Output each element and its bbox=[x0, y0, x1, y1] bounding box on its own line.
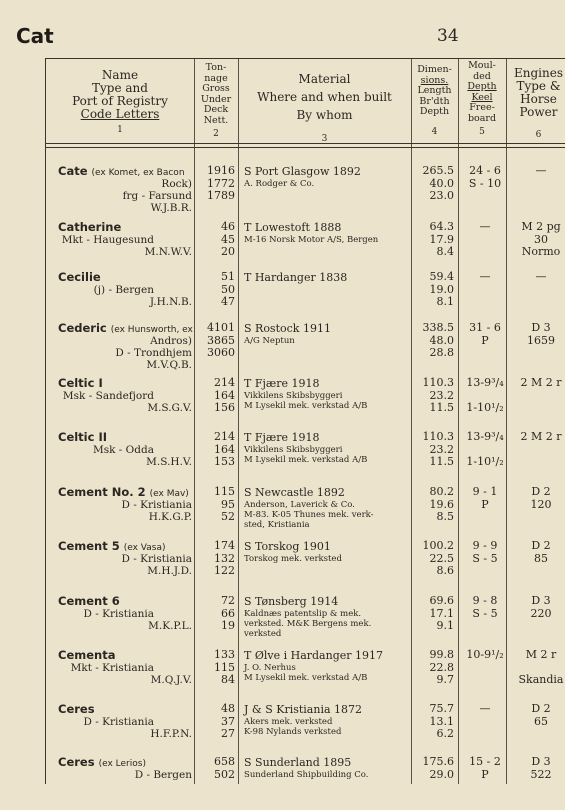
built-where-when: S Port Glasgow 1892 bbox=[244, 165, 361, 178]
tonnage-value: 3865 bbox=[207, 333, 235, 347]
ship-name bbox=[58, 377, 206, 390]
dimension-value: 175.6 bbox=[422, 755, 454, 768]
dimension-value: 23.0 bbox=[429, 189, 454, 202]
engine-value: 2 M 2 r bbox=[520, 430, 562, 443]
tonnage-value: 174 bbox=[214, 539, 235, 552]
ship-name-text: Cement 5 bbox=[58, 539, 120, 553]
type-and-port: D - Kristiania bbox=[83, 608, 154, 620]
dimension-value: 9.7 bbox=[436, 673, 454, 686]
tonnage-value: 122 bbox=[214, 564, 235, 577]
engine-value: M 2 r bbox=[525, 648, 557, 661]
ship-name-text: Ceres bbox=[58, 702, 95, 716]
tonnage-value: 50 bbox=[221, 282, 235, 296]
ship-name bbox=[58, 703, 206, 716]
tonnage-value: 66 bbox=[221, 606, 235, 620]
ship-entry bbox=[46, 271, 565, 325]
section-heading: Cat bbox=[16, 24, 54, 48]
ship-name-text: Cementa bbox=[58, 648, 116, 662]
builder: A/G Neptun bbox=[244, 336, 295, 346]
former-names: (ex Komet, ex Bacon bbox=[91, 168, 185, 178]
engine-value: D 2 bbox=[531, 539, 551, 552]
moulded-depth-value: 10-9¹/₂ bbox=[466, 648, 504, 661]
tonnage-value: 214 bbox=[214, 376, 235, 389]
ship-register-table bbox=[45, 58, 565, 784]
dimension-value: 8.1 bbox=[436, 295, 454, 308]
dimension-value: 6.2 bbox=[436, 727, 454, 740]
ship-name-text: Ceres bbox=[58, 755, 95, 769]
tonnage-value: 658 bbox=[214, 755, 235, 768]
dimension-value: 100.2 bbox=[422, 539, 454, 552]
ship-entry bbox=[46, 595, 565, 649]
engine-value: Skandia bbox=[518, 673, 564, 686]
engine-value: 65 bbox=[534, 714, 548, 728]
tonnage-value: 47 bbox=[221, 295, 235, 308]
dimension-value: 19.0 bbox=[429, 282, 454, 296]
moulded-depth-value: S - 5 bbox=[472, 551, 498, 565]
column-header-tonnage: Ton- nage Gross Under Deck Nett. 2 bbox=[200, 62, 232, 139]
built-where-when: S Rostock 1911 bbox=[244, 322, 331, 335]
built-where-when: T Hardanger 1838 bbox=[244, 271, 348, 284]
dimension-value: 99.8 bbox=[429, 648, 454, 661]
dimension-value: 69.6 bbox=[429, 594, 454, 607]
type-and-port: D - Bergen bbox=[134, 769, 192, 781]
tonnage-value: 52 bbox=[221, 510, 235, 523]
type-and-port: D - Kristiania bbox=[121, 499, 192, 511]
tonnage-value: 48 bbox=[221, 702, 235, 715]
engine-value: — bbox=[535, 164, 547, 177]
builder: A. Rodger & Co. bbox=[244, 179, 315, 189]
tonnage-value: 37 bbox=[221, 714, 235, 728]
tonnage-value: 95 bbox=[221, 497, 235, 511]
tonnage-value: 164 bbox=[214, 442, 235, 456]
engine-value: 522 bbox=[530, 767, 552, 781]
tonnage-value: 3060 bbox=[207, 346, 235, 359]
ship-entry bbox=[46, 649, 565, 703]
moulded-depth-value: 1-10¹/₂ bbox=[466, 455, 504, 468]
moulded-depth-value: — bbox=[479, 270, 491, 283]
built-where-when: T Fjære 1918 bbox=[244, 431, 320, 444]
builder: Vikkilens Skibsbyggeri bbox=[244, 391, 343, 401]
ship-name-text: Catherine bbox=[58, 220, 122, 234]
dimension-value: 80.2 bbox=[429, 485, 454, 498]
moulded-depth-value: P bbox=[481, 333, 489, 347]
dimension-value: 23.2 bbox=[429, 388, 454, 402]
moulded-depth-value: 15 - 2 bbox=[469, 755, 501, 768]
builder: J. O. Nerhus bbox=[244, 663, 296, 673]
code-letters: M.H.J.D. bbox=[147, 565, 192, 577]
ship-name bbox=[58, 431, 206, 444]
tonnage-value: 133 bbox=[214, 648, 235, 661]
ship-entry bbox=[46, 377, 565, 431]
ship-entry bbox=[46, 486, 565, 540]
dimension-value: 22.5 bbox=[429, 551, 454, 565]
former-names: (ex Lerios) bbox=[98, 759, 146, 769]
builder: M Lysekil mek. verkstad A/B bbox=[244, 673, 368, 683]
builder: M Lysekil mek. verkstad A/B bbox=[244, 401, 368, 411]
engine-value: 85 bbox=[534, 551, 548, 565]
type-and-port: Msk - Sandefjord bbox=[62, 390, 154, 402]
type-and-port: Mkt - Kristiania bbox=[70, 662, 154, 674]
dimension-value: 28.8 bbox=[429, 346, 454, 359]
tonnage-value: 153 bbox=[214, 455, 235, 468]
engine-value: D 2 bbox=[531, 702, 551, 715]
dimension-value: 110.3 bbox=[422, 430, 454, 443]
column-header-material: Material Where and when built By whom 3 bbox=[257, 72, 392, 144]
column-header-name: Name Type and Port of Registry Code Letters 1 bbox=[72, 68, 168, 135]
code-letters: W.J.B.R. bbox=[150, 202, 192, 214]
tonnage-value: 156 bbox=[214, 401, 235, 414]
ship-name-text: Cederic bbox=[58, 321, 107, 335]
dimension-value: 64.3 bbox=[429, 220, 454, 233]
tonnage-value: 20 bbox=[221, 245, 235, 258]
type-and-port: Andros) bbox=[150, 335, 192, 347]
code-letters: M.Q.J.V. bbox=[150, 674, 192, 686]
tonnage-value: 164 bbox=[214, 388, 235, 402]
tonnage-value: 45 bbox=[221, 232, 235, 246]
page-header bbox=[0, 0, 565, 48]
ship-name bbox=[58, 649, 206, 662]
dimension-value: 9.1 bbox=[436, 619, 454, 632]
engine-value: D 2 bbox=[531, 485, 551, 498]
builder: sted, Kristiania bbox=[244, 520, 310, 530]
ship-name bbox=[58, 595, 206, 608]
moulded-depth-value: 9 - 8 bbox=[472, 594, 498, 607]
engine-value: 220 bbox=[530, 606, 552, 620]
ship-name-text: Cement 6 bbox=[58, 594, 120, 608]
moulded-depth-value: — bbox=[479, 702, 491, 715]
built-where-when: T Lowestoft 1888 bbox=[244, 221, 342, 234]
ship-entry bbox=[46, 322, 565, 376]
dimension-value: 11.5 bbox=[429, 455, 454, 468]
code-letters: J.H.N.B. bbox=[149, 296, 192, 308]
moulded-depth-value: 13-9³/₄ bbox=[466, 376, 504, 389]
dimension-value: 40.0 bbox=[429, 176, 454, 190]
moulded-depth-value: 24 - 6 bbox=[469, 164, 501, 177]
builder: Kaldnæs patentslip & mek. bbox=[244, 609, 362, 619]
dimension-value: 23.2 bbox=[429, 442, 454, 456]
dimension-value: 29.0 bbox=[429, 767, 454, 781]
code-letters: M.V.Q.B. bbox=[146, 359, 192, 371]
tonnage-value: 19 bbox=[221, 619, 235, 632]
moulded-depth-value: P bbox=[481, 767, 489, 781]
engine-value: 30 bbox=[534, 232, 548, 246]
tonnage-value: 115 bbox=[214, 660, 235, 674]
builder: Torskog mek. verksted bbox=[244, 554, 342, 564]
engine-value: Normo bbox=[521, 245, 561, 258]
column-header-engines: Engines Type & Horse Power 6 bbox=[514, 66, 563, 140]
tonnage-value: 115 bbox=[214, 485, 235, 498]
tonnage-value: 132 bbox=[214, 551, 235, 565]
dimension-value: 338.5 bbox=[422, 321, 454, 334]
type-and-port: D - Kristiania bbox=[121, 553, 192, 565]
ship-entry bbox=[46, 540, 565, 594]
tonnage-value: 1916 bbox=[207, 164, 235, 177]
type-and-port: frg - Farsund bbox=[122, 190, 192, 202]
builder: Akers mek. verksted bbox=[244, 717, 333, 727]
ship-entry bbox=[46, 756, 565, 810]
code-letters: H.F.P.N. bbox=[150, 728, 192, 740]
builder: Sunderland Shipbuilding Co. bbox=[244, 770, 369, 780]
dimension-value: 265.5 bbox=[422, 164, 454, 177]
former-names: (ex Hunsworth, ex bbox=[110, 325, 193, 335]
tonnage-value: 27 bbox=[221, 727, 235, 740]
ship-name-text: Cecilie bbox=[58, 270, 101, 284]
engine-value: 2 M 2 r bbox=[520, 376, 562, 389]
tonnage-value: 1772 bbox=[207, 176, 235, 190]
ship-name-text: Cate bbox=[58, 164, 88, 178]
type-and-port: Msk - Odda bbox=[92, 444, 154, 456]
dimension-value: 11.5 bbox=[429, 401, 454, 414]
code-letters: M.S.G.V. bbox=[147, 402, 192, 414]
type-and-port: (j) - Bergen bbox=[93, 284, 154, 296]
code-letters: M.N.W.V. bbox=[144, 246, 192, 258]
built-where-when: T Fjære 1918 bbox=[244, 377, 320, 390]
engine-value: D 3 bbox=[531, 755, 551, 768]
moulded-depth-value: 31 - 6 bbox=[469, 321, 501, 334]
ship-name-text: Cement No. 2 bbox=[58, 485, 146, 499]
dimension-value: 17.1 bbox=[429, 606, 454, 620]
built-where-when: J & S Kristiania 1872 bbox=[244, 703, 363, 716]
ship-entry bbox=[46, 703, 565, 757]
engine-value: 1659 bbox=[527, 333, 555, 347]
type-and-port: D - Trondhjem bbox=[115, 347, 192, 359]
tonnage-value: 1789 bbox=[207, 189, 235, 202]
former-names: (ex Mav) bbox=[149, 489, 189, 499]
type-and-port: Rock) bbox=[161, 178, 192, 190]
code-letters: M.S.H.V. bbox=[146, 456, 192, 468]
code-letters: H.K.G.P. bbox=[148, 511, 192, 523]
ship-name bbox=[58, 271, 206, 284]
builder: verksted. M&K Bergens mek. bbox=[244, 619, 372, 629]
moulded-depth-value: S - 5 bbox=[472, 606, 498, 620]
moulded-depth-value: S - 10 bbox=[468, 176, 502, 190]
dimension-value: 19.6 bbox=[429, 497, 454, 511]
dimension-value: 59.4 bbox=[429, 270, 454, 283]
ship-name bbox=[58, 221, 206, 234]
dimension-value: 8.5 bbox=[436, 510, 454, 523]
dimension-value: 22.8 bbox=[429, 660, 454, 674]
dimension-value: 8.6 bbox=[436, 564, 454, 577]
builder: K-98 Nylands verksted bbox=[244, 727, 342, 737]
builder: M Lysekil mek. verkstad A/B bbox=[244, 455, 368, 465]
ship-entry bbox=[46, 165, 565, 219]
ship-entry bbox=[46, 431, 565, 485]
dimension-value: 75.7 bbox=[429, 702, 454, 715]
ship-name-text: Celtic I bbox=[58, 376, 103, 390]
ship-name-text: Celtic II bbox=[58, 430, 107, 444]
column-header-dimensions: Dimen- sions. Length Br'dth Depth 4 bbox=[417, 64, 452, 137]
moulded-depth-value: 1-10¹/₂ bbox=[466, 401, 504, 414]
dimension-value: 8.4 bbox=[436, 245, 454, 258]
tonnage-value: 502 bbox=[214, 767, 235, 781]
builder: verksted bbox=[244, 629, 282, 639]
builder: Anderson, Laverick & Co. bbox=[244, 500, 355, 510]
builder: Vikkilens Skibsbyggeri bbox=[244, 445, 343, 455]
type-and-port: Mkt - Haugesund bbox=[61, 234, 154, 246]
builder: M-16 Norsk Motor A/S, Bergen bbox=[244, 235, 379, 245]
type-and-port: D - Kristiania bbox=[83, 716, 154, 728]
built-where-when: S Torskog 1901 bbox=[244, 540, 331, 553]
tonnage-value: 51 bbox=[221, 270, 235, 283]
tonnage-value: 46 bbox=[221, 220, 235, 233]
tonnage-value: 84 bbox=[221, 673, 235, 686]
dimension-value: 110.3 bbox=[422, 376, 454, 389]
engine-value: 120 bbox=[530, 497, 552, 511]
column-header-moulded-depth: Moul- ded Depth Keel Free- board 5 bbox=[467, 60, 497, 137]
built-where-when: S Tønsberg 1914 bbox=[244, 595, 339, 608]
tonnage-value: 214 bbox=[214, 430, 235, 443]
page-number: 34 bbox=[437, 26, 459, 46]
built-where-when: S Sunderland 1895 bbox=[244, 756, 352, 769]
built-where-when: S Newcastle 1892 bbox=[244, 486, 345, 499]
dimension-value: 48.0 bbox=[429, 333, 454, 347]
moulded-depth-value: 9 - 9 bbox=[472, 539, 498, 552]
moulded-depth-value: P bbox=[481, 497, 489, 511]
moulded-depth-value: — bbox=[479, 220, 491, 233]
ship-entry bbox=[46, 221, 565, 275]
builder: M-83. K-05 Thunes mek. verk- bbox=[244, 510, 374, 520]
built-where-when: T Ølve i Hardanger 1917 bbox=[244, 649, 383, 662]
moulded-depth-value: 13-9³/₄ bbox=[466, 430, 504, 443]
dimension-value: 17.9 bbox=[429, 232, 454, 246]
engine-value: D 3 bbox=[531, 321, 551, 334]
moulded-depth-value: 9 - 1 bbox=[472, 485, 498, 498]
tonnage-value: 72 bbox=[221, 594, 235, 607]
engine-value: M 2 pg bbox=[521, 220, 561, 233]
engine-value: — bbox=[535, 270, 547, 283]
code-letters: M.K.P.L. bbox=[148, 620, 192, 632]
dimension-value: 13.1 bbox=[429, 714, 454, 728]
former-names: (ex Vasa) bbox=[123, 543, 166, 553]
tonnage-value: 4101 bbox=[207, 321, 235, 334]
engine-value: D 3 bbox=[531, 594, 551, 607]
